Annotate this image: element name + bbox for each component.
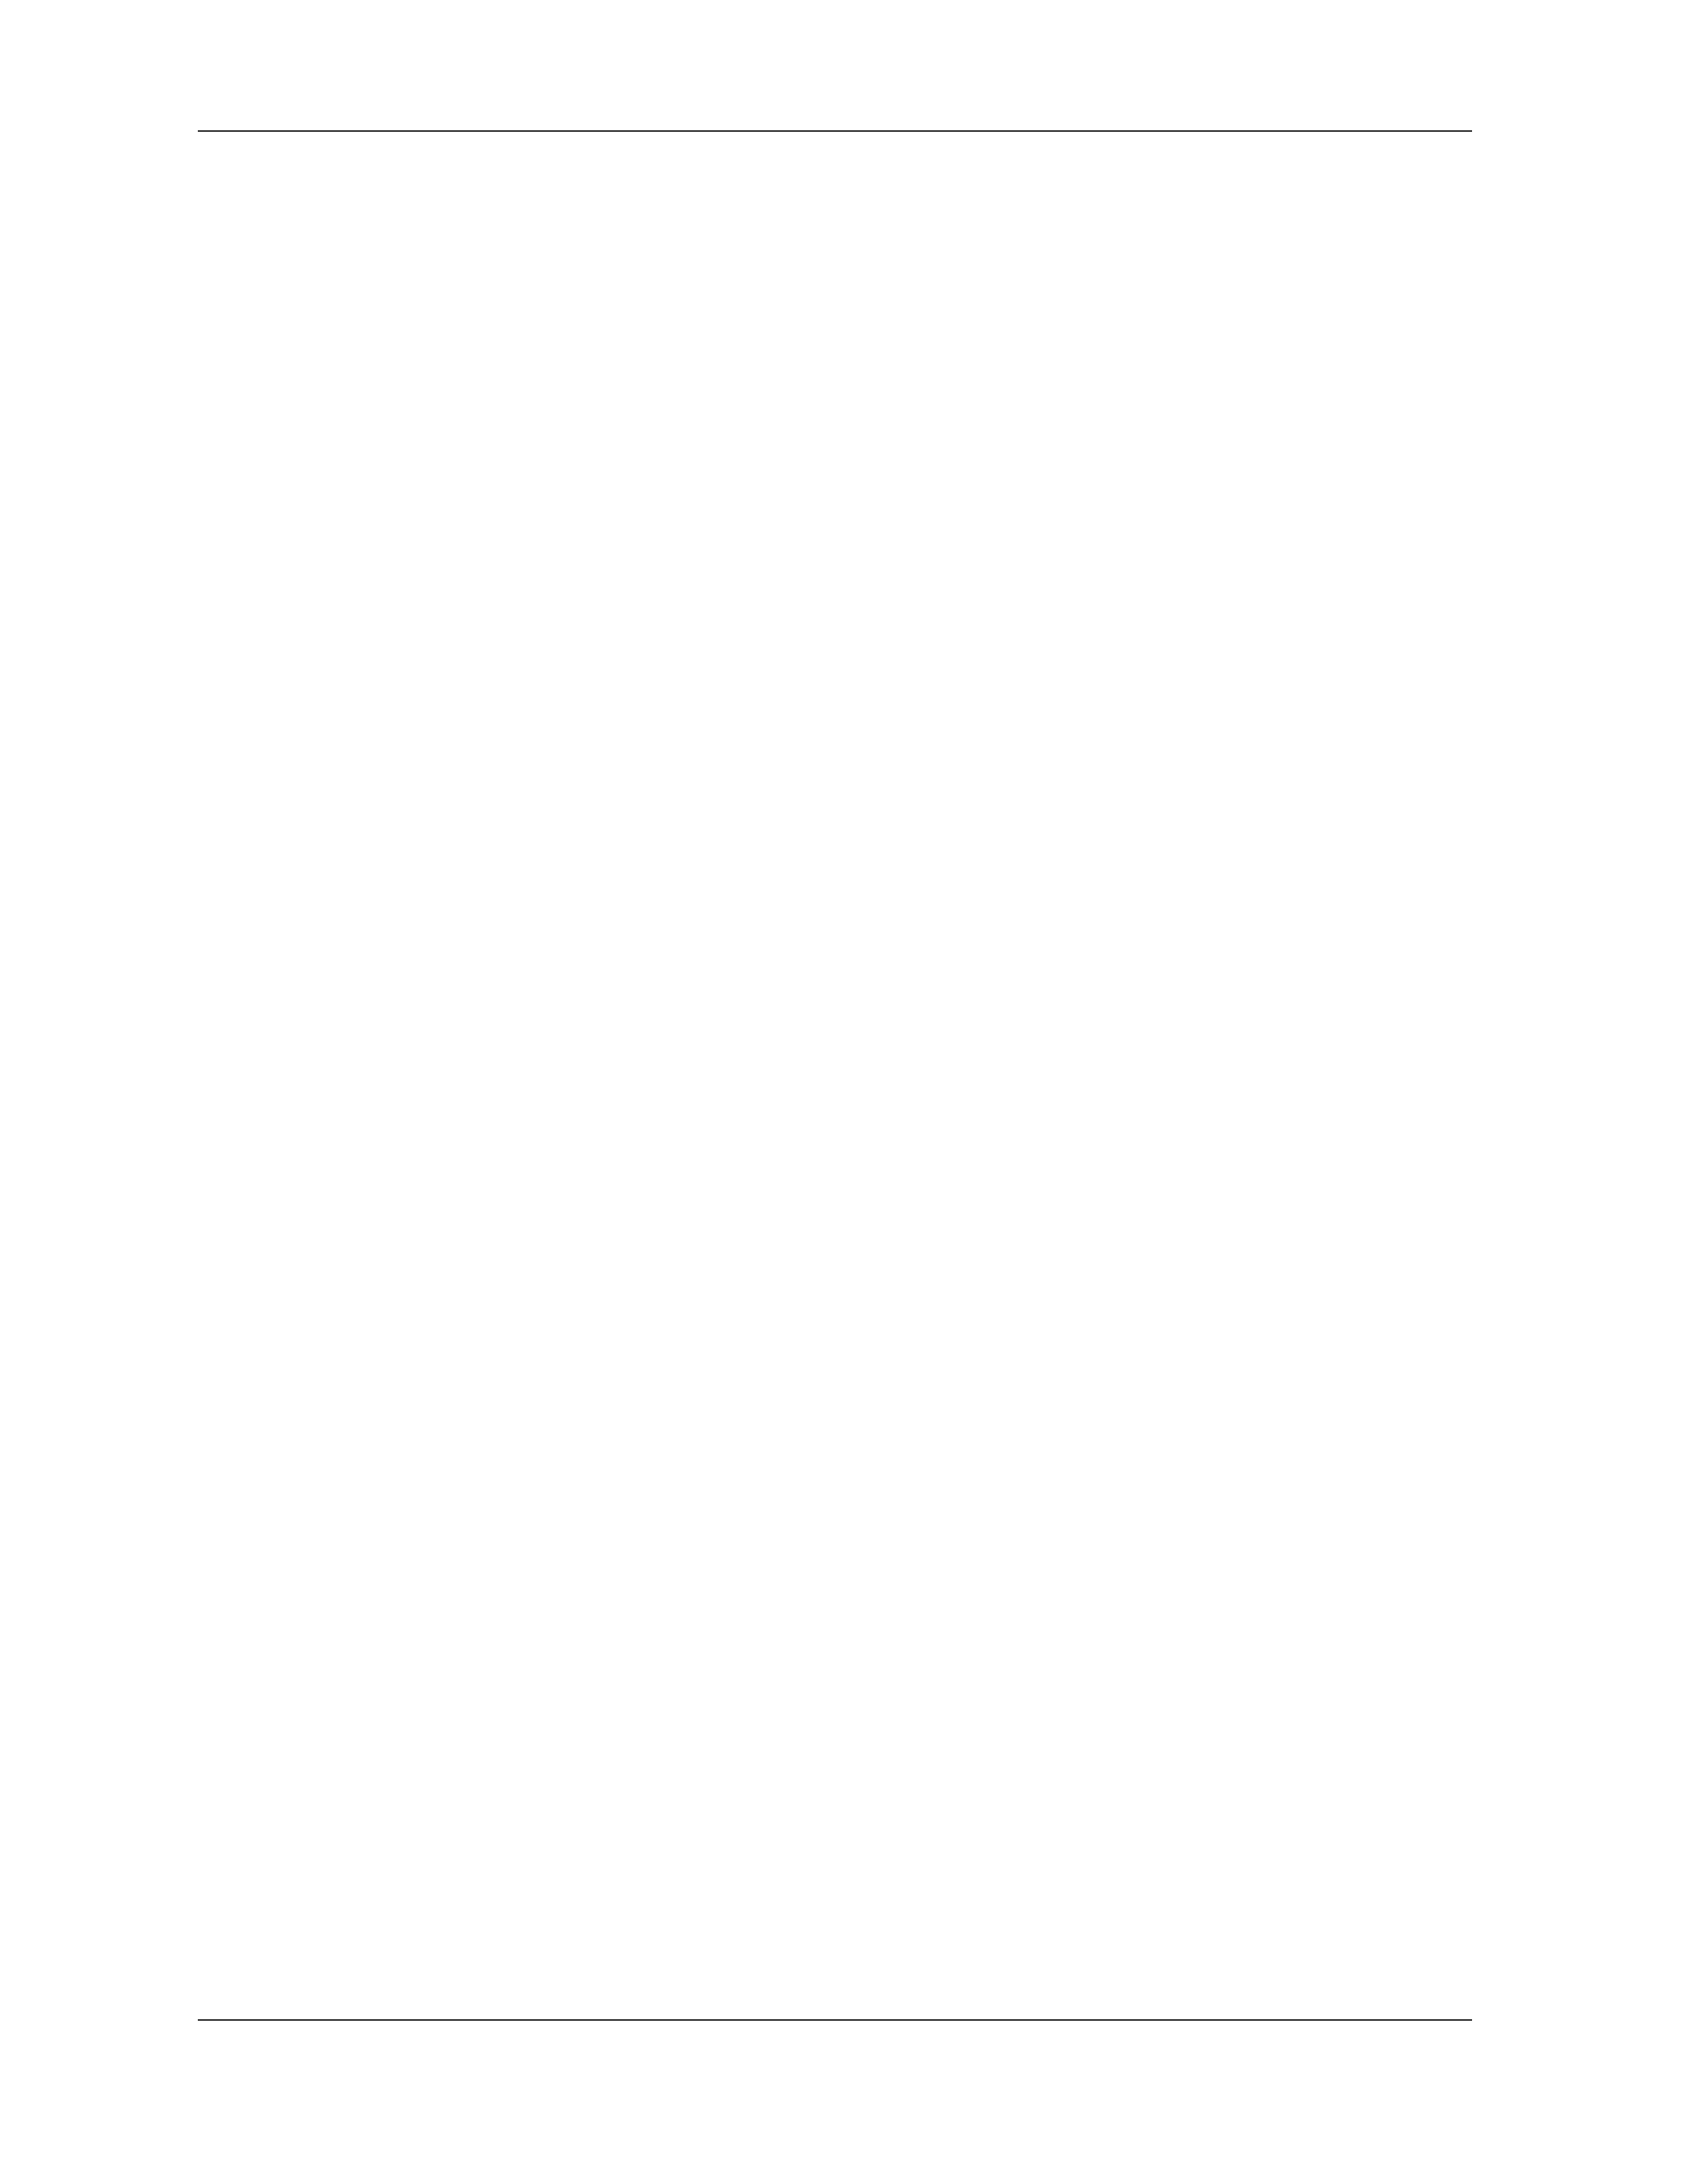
page-footer — [198, 2019, 1472, 2085]
page-header — [198, 0, 1472, 132]
section-heading-qaxobject — [198, 1113, 221, 1160]
section-heading-qaxwidget — [198, 1447, 221, 1495]
